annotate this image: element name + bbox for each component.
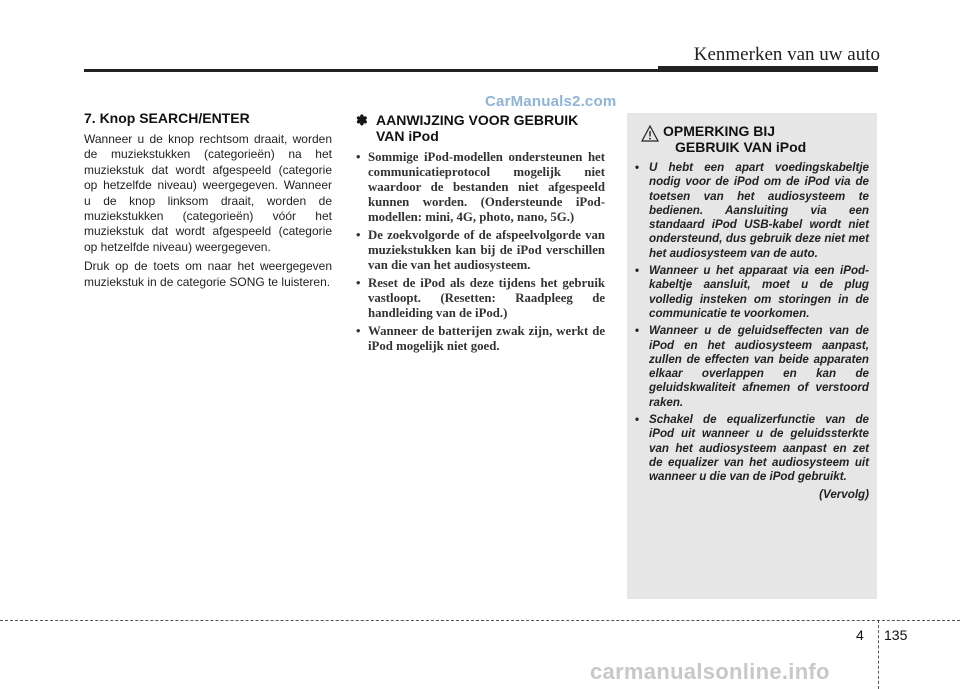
header-rule-accent xyxy=(658,66,878,72)
list-item: • U hebt een apart voedingskabeltje nodig voor de iPod om de iPod via de toetsen van het audiosysteem te bedienen. Aansluiting via een standaard iPod USB-kabel wordt niet ondersteund, dus gebruik deze niet met het audiosysteem van de auto. xyxy=(635,161,869,260)
paragraph: Wanneer u de knop rechtsom draait, worden de muziekstukken (categorieën) na het muziekstuk dat wordt afgespeeld (categorie op hetzelfde niveau) weergegeven. Wanneer u de knop linksom draait, worden de muziekstukken (categorieën) vóór het muziekstuk dat wordt afgespeeld (categorie op hetzelfde niveau) weergegeven. xyxy=(84,132,332,254)
section-heading: 7. Knop SEARCH/ENTER xyxy=(84,110,250,126)
list-item: • Wanneer u het apparaat via een iPod-kabeltje aansluit, moet u de plug volledig insteken om storingen in de communicatie te voorkomen. xyxy=(635,264,869,320)
paragraph: Druk op de toets om naar het weergegeven muziekstuk in de categorie SONG te luisteren. xyxy=(84,259,332,289)
notice-title xyxy=(356,112,605,144)
caution-list xyxy=(635,161,869,485)
warning-triangle-icon xyxy=(641,125,659,142)
caution-box xyxy=(627,113,877,599)
column-ipod-notice xyxy=(356,112,605,357)
running-header: Kenmerken van uw auto xyxy=(693,44,880,65)
caution-header xyxy=(635,123,869,155)
chapter-number: 4 xyxy=(856,627,864,643)
bullet-icon: • xyxy=(356,324,361,338)
column-search-enter xyxy=(84,110,332,294)
continued-note: (Vervolg) xyxy=(819,487,869,501)
list-item: • Reset de iPod als deze tijdens het gebruik vastloopt. (Resetten: Raadpleeg de handleiding van de iPod.) xyxy=(356,276,605,320)
bullet-icon: • xyxy=(635,413,640,427)
list-item: • Wanneer de batterijen zwak zijn, werkt de iPod mogelijk niet goed. xyxy=(356,324,605,353)
caution-title: OPMERKING BIJ GEBRUIK VAN iPod xyxy=(663,123,807,155)
footer-divider xyxy=(878,620,879,689)
list-item: • Schakel de equalizerfunctie van de iPod uit wanneer u de geluidssterkte van het audiosysteem aanpast en zet de equalizer van het audiosysteem uit wanneer u die van de iPod gebruikt. xyxy=(635,413,869,484)
bullet-icon: • xyxy=(356,228,361,242)
list-item: • De zoekvolgorde of de afspeelvolgorde van muziekstukken kan bij de iPod verschillen van die van het audiosysteem. xyxy=(356,228,605,272)
watermark-top: CarManuals2.com xyxy=(485,93,617,110)
notice-title-text: AANWIJZING VOOR GEBRUIK VAN iPod xyxy=(376,112,579,144)
bullet-icon: • xyxy=(635,161,640,174)
bullet-icon: • xyxy=(356,276,361,290)
list-item: • Wanneer u de geluidseffecten van de iPod en het audiosysteem aanpast, zullen de effecten van beide apparaten elkaar overlappen en kan de geluidskwaliteit afnemen of verstoord raken. xyxy=(635,324,869,409)
bullet-icon: • xyxy=(356,150,361,164)
asterisk-icon: ✽ xyxy=(356,112,368,128)
watermark-bottom: carmanualsonline.info xyxy=(590,659,830,684)
list-item: • Sommige iPod-modellen ondersteunen het communicatieprotocol mogelijk niet waardoor de bestanden niet afgespeeld kunnen worden. (Ondersteunde iPod-modellen: mini, 4G, photo, nano, 5G.) xyxy=(356,150,605,224)
notice-list xyxy=(356,150,605,354)
footer-rule xyxy=(0,620,960,621)
page-number: 135 xyxy=(884,627,908,643)
bullet-icon: • xyxy=(635,264,640,278)
bullet-icon: • xyxy=(635,324,640,338)
